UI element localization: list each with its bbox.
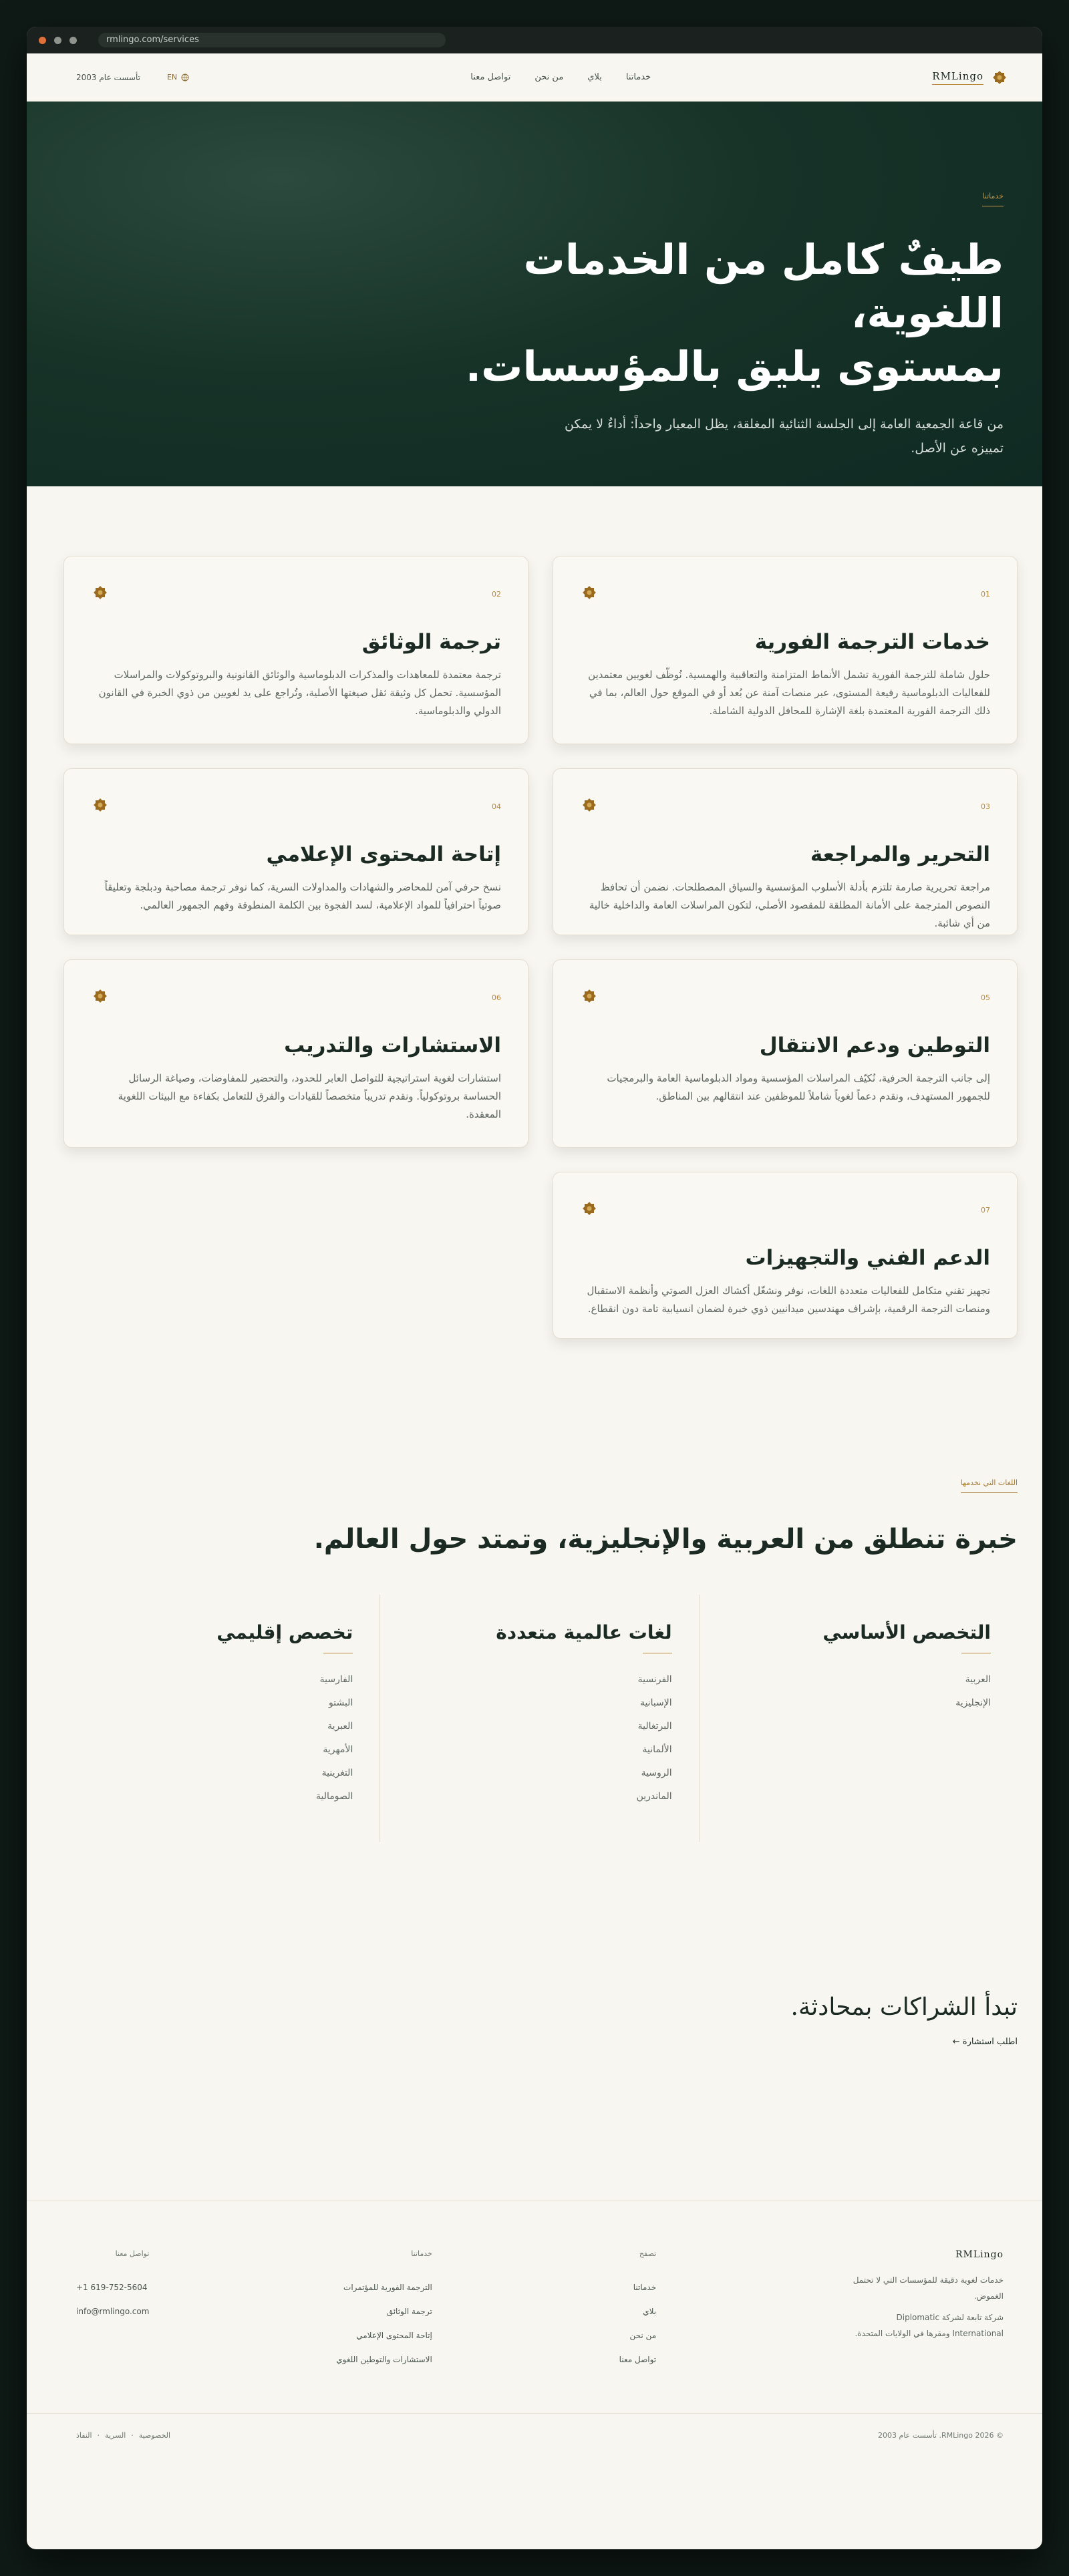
language-item: الماندرين — [636, 1791, 672, 1802]
nav-link-blog[interactable]: بلاي — [587, 72, 602, 82]
language-item: التغرينية — [321, 1768, 353, 1778]
footer-contact-title: تواصل معنا — [115, 2249, 150, 2258]
hero-section — [27, 102, 1042, 486]
language-item: البرتغالية — [637, 1721, 672, 1732]
request-consultation-link[interactable]: اطلب استشارة ← — [952, 2037, 1018, 2047]
service-card[interactable] — [63, 556, 528, 744]
nav-link-services[interactable]: خدماتنا — [625, 72, 651, 82]
footer-bottom-bar — [27, 2413, 1042, 2462]
language-list — [726, 1668, 991, 1715]
service-card[interactable] — [63, 768, 528, 935]
language-switch[interactable] — [167, 73, 189, 82]
language-item: الروسية — [641, 1768, 672, 1778]
footer-service-link[interactable]: الترجمة الفورية للمؤتمرات — [343, 2283, 432, 2292]
language-item: العربية — [965, 1674, 991, 1685]
language-item: الفارسية — [319, 1674, 353, 1685]
language-item: الصومالية — [316, 1791, 353, 1802]
star-emblem-icon — [91, 583, 110, 605]
star-emblem-icon — [91, 796, 110, 817]
languages-eyebrow: اللغات التي نخدمها — [961, 1478, 1018, 1493]
service-title: ترجمة الوثائق — [361, 630, 501, 654]
footer-parent-company: شركة تابعة لشركة Diplomatic International ومقرها في الولايات المتحدة. — [855, 2313, 1004, 2338]
service-description: مراجعة تحريرية صارمة تلتزم بأدلة الأسلوب المؤسسية والسياق المصطلحات. نضمن أن تحافظ النصوص المترجمة على الأمانة المطلقة للمقصود الأصلي، لتكون المراسلات العامة والداخلية خالية من أي شائبة. — [589, 881, 990, 929]
language-list — [88, 1668, 353, 1808]
site-footer — [27, 2201, 1042, 2413]
star-emblem-icon — [990, 68, 1009, 87]
language-column-title: لغات عالمية متعددة — [496, 1621, 672, 1643]
language-column — [699, 1595, 1018, 1842]
cta-section — [27, 1842, 1042, 2201]
footer-service-link[interactable]: الاستشارات والتوطين اللغوي — [336, 2355, 432, 2364]
hero-eyebrow: خدماتنا — [982, 192, 1004, 206]
language-list — [407, 1668, 671, 1808]
service-number: 04 — [492, 802, 501, 811]
languages-section — [27, 1339, 1042, 1842]
service-title: التوطين ودعم الانتقال — [759, 1033, 990, 1058]
footer-brand — [843, 2249, 1004, 2372]
language-label: EN — [166, 73, 178, 82]
service-number: 03 — [981, 802, 990, 811]
nav-utility — [76, 73, 189, 82]
footer-link-blog[interactable]: بلاي — [643, 2307, 657, 2316]
legal-link-confidentiality[interactable]: السرية — [105, 2431, 126, 2440]
service-title: الاستشارات والتدريب — [284, 1033, 501, 1058]
brand-logo[interactable] — [932, 68, 1009, 87]
language-column — [61, 1595, 379, 1842]
service-description: تجهيز تقني متكامل للفعاليات متعددة اللغات، نوفر ونشغّل أكشاك العزل الصوتي وأنظمة الاستقبال ومنصات الترجمة الرقمية، بإشراف مهندسين ميدانيين ذوي خبرة لضمان انسيابية تامة دون انقطاع. — [587, 1285, 990, 1315]
hero-title-line-1: طيفٌ كامل من الخدمات اللغوية، — [523, 235, 1004, 337]
language-item: الإنجليزية — [955, 1698, 991, 1708]
cta-title: تبدأ الشراكات بمحادثة. — [790, 1993, 1018, 2021]
footer-brand-name[interactable]: RMLingo — [955, 2249, 1004, 2260]
browser-window — [27, 27, 1042, 2549]
service-description: ترجمة معتمدة للمعاهدات والمذكرات الدبلوماسية والوثائق القانونية والبروتوكولات والمراسلات المؤسسية. تحمل كل وثيقة ثقل صيغتها الأصلية، وتُراجع على يد لغويين من ذوي الخبرة في القانون الدولي والدبلوماسية. — [98, 669, 501, 717]
footer-services-title: خدماتنا — [411, 2249, 432, 2258]
footer-explore-title: تصفح — [639, 2249, 657, 2258]
star-emblem-icon — [580, 987, 599, 1008]
hero-description: من قاعة الجمعية العامة إلى الجلسة الثنائية المغلقة، يظل المعيار واحداً: أداءٌ لا يمكن تمييزه عن الأصل. — [564, 417, 1004, 456]
service-title: خدمات الترجمة الفورية — [754, 630, 990, 654]
footer-services — [336, 2249, 432, 2372]
service-number: 02 — [492, 589, 501, 599]
footer-explore — [619, 2249, 656, 2372]
languages-title: خبرة تنطلق من العربية والإنجليزية، وتمتد حول العالم. — [313, 1524, 1018, 1555]
service-title: التحرير والمراجعة — [810, 842, 990, 866]
service-card[interactable] — [553, 768, 1018, 935]
language-column — [379, 1595, 698, 1842]
founded-tagline: تأسست عام 2003 — [76, 72, 140, 82]
language-column-title: تخصص إقليمي — [216, 1621, 353, 1643]
hero-title-line-2: بمستوى يليق بالمؤسسات. — [465, 342, 1004, 391]
service-number: 06 — [492, 993, 501, 1002]
address-bar[interactable]: rmlingo.com/services — [98, 33, 446, 47]
site-header — [27, 53, 1042, 102]
legal-link-privacy[interactable]: الخصوصية — [138, 2431, 171, 2440]
footer-link-services[interactable]: خدماتنا — [633, 2283, 657, 2292]
legal-links: الخصوصية · السرية · النفاذ — [76, 2431, 170, 2462]
service-description: إلى جانب الترجمة الحرفية، نُكيّف المراسلات المؤسسية ومواد الدبلوماسية العامة والبرمجيات للجمهور المستهدف، ونقدم دعماً لغوياً شاملاً للموظفين عند انتقالهم بين المناطق. — [607, 1072, 990, 1102]
services-section — [27, 486, 1042, 1339]
service-card[interactable] — [553, 556, 1018, 744]
star-emblem-icon — [580, 796, 599, 817]
language-item: البشتو — [329, 1698, 353, 1708]
footer-link-about[interactable]: من نحن — [629, 2331, 657, 2340]
service-number: 07 — [981, 1205, 990, 1215]
service-card[interactable] — [553, 1172, 1018, 1339]
star-emblem-icon — [91, 987, 110, 1008]
footer-service-link[interactable]: ترجمة الوثائق — [386, 2307, 432, 2316]
service-title: إتاحة المحتوى الإعلامي — [266, 842, 501, 866]
footer-about: خدمات لغوية دقيقة للمؤسسات التي لا تحتمل الغموض. — [853, 2275, 1004, 2301]
nav-links — [470, 72, 651, 82]
footer-phone[interactable]: +1 619-752-5604 — [76, 2283, 148, 2292]
minimize-window-icon[interactable] — [54, 37, 61, 44]
browser-chrome — [27, 27, 1042, 53]
service-number: 01 — [981, 589, 990, 599]
close-window-icon[interactable] — [39, 37, 46, 44]
brand-name: RMLingo — [932, 70, 983, 85]
footer-email[interactable]: info@rmlingo.com — [76, 2307, 150, 2316]
footer-contact — [76, 2249, 149, 2372]
legal-link-accessibility[interactable]: النفاذ — [76, 2431, 92, 2440]
nav-link-contact[interactable]: تواصل معنا — [470, 72, 511, 82]
language-item: الأمهرية — [323, 1744, 353, 1755]
star-emblem-icon — [580, 1199, 599, 1221]
footer-service-link[interactable]: إتاحة المحتوى الإعلامي — [356, 2331, 432, 2340]
service-number: 05 — [981, 993, 990, 1002]
services-grid — [61, 556, 1018, 1339]
language-item: الفرنسية — [637, 1674, 672, 1685]
language-column-title: التخصص الأساسي — [822, 1621, 991, 1643]
service-description: حلول شاملة للترجمة الفورية تشمل الأنماط المتزامنة والتعاقبية والهمسية. نُوظّف لغويين معتمدين للفعاليات الدبلوماسية رفيعة المستوى، عبر منصات آمنة عن بُعد أو في الموقع حول العالم، بما في ذلك الترجمة الفورية المعتمدة بلغة الإشارة للمحافل الدولية الشاملة. — [588, 669, 990, 717]
hero-title — [402, 233, 1004, 393]
service-card[interactable] — [553, 959, 1018, 1148]
star-emblem-icon — [580, 583, 599, 605]
service-title: الدعم الفني والتجهيزات — [745, 1246, 990, 1270]
service-description: نسخ حرفي آمن للمحاضر والشهادات والمداولات السرية، كما نوفر ترجمة مصاحبة ودبلجة وتعليقاً صوتياً احترافياً للمواد الإعلامية، لسد الفجوة بين الكلمة المنطوقة وفهم الجمهور العالمي. — [104, 881, 501, 911]
footer-link-contact[interactable]: تواصل معنا — [619, 2355, 657, 2364]
globe-icon — [181, 73, 189, 82]
language-item: الإسبانية — [639, 1698, 672, 1708]
service-description: استشارات لغوية استراتيجية للتواصل العابر للحدود، والتحضير للمفاوضات، وصياغة الرسائل الحساسة بروتوكولياً. ونقدم تدريباً متخصصاً للقيادات والفرق للتعامل بكفاءة مع البيئات اللغوية المعقدة. — [118, 1072, 501, 1120]
language-item: الألمانية — [642, 1744, 672, 1755]
language-item: العبرية — [327, 1721, 353, 1732]
language-columns — [61, 1595, 1018, 1842]
nav-link-about[interactable]: من نحن — [534, 72, 564, 82]
maximize-window-icon[interactable] — [69, 37, 77, 44]
copyright: © 2026 RMLingo. تأسست عام 2003 — [878, 2431, 1004, 2440]
service-card[interactable] — [63, 959, 528, 1148]
